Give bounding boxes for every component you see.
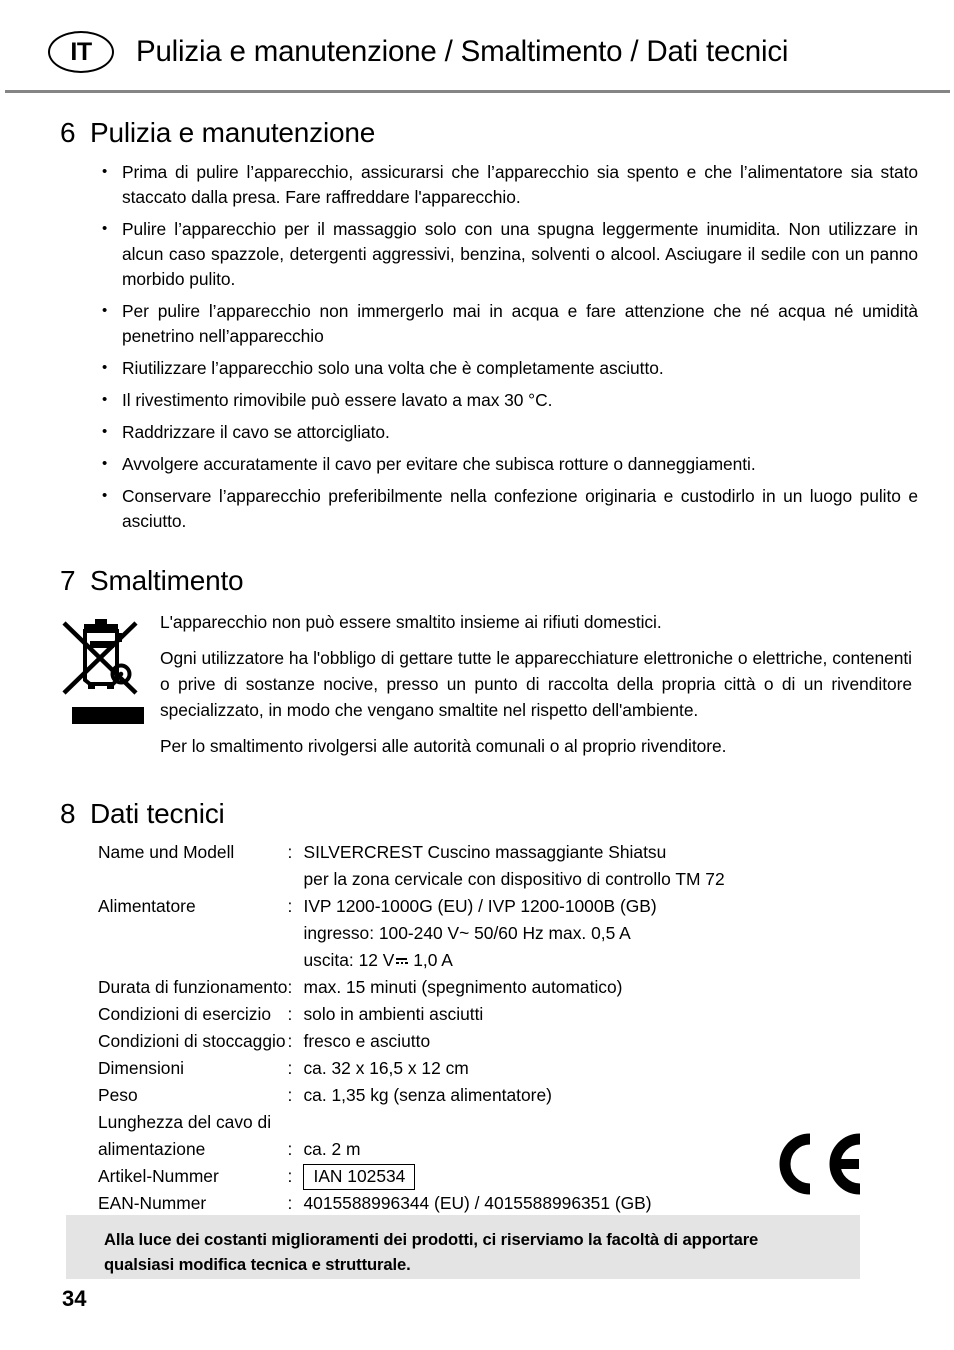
section-heading-technical — [60, 799, 954, 830]
page-header — [0, 22, 954, 82]
page-number: 34 — [62, 1286, 87, 1311]
crossed-out-wheelie-bin-icon — [60, 684, 146, 701]
table-row — [98, 866, 725, 893]
spec-label: alimentazione — [98, 1139, 206, 1160]
spec-colon: : — [287, 1193, 293, 1214]
list-item: • Raddrizzare il cavo se attorcigliato. — [96, 420, 918, 445]
spec-label — [98, 947, 287, 974]
section-title-8: Dati tecnici — [90, 797, 225, 829]
page-title: Pulizia e manutenzione / Smaltimento / Dati tecnici — [136, 35, 789, 68]
spec-value-suffix: 1,0 A — [408, 950, 453, 971]
table-row — [98, 920, 725, 947]
technical-data-table — [98, 839, 725, 1217]
spec-colon: : — [287, 1031, 293, 1052]
spec-colon — [287, 947, 303, 974]
table-row — [98, 974, 725, 1001]
spec-colon: : — [287, 1058, 293, 1079]
section-number-6: 6 — [60, 117, 76, 148]
spec-colon: : — [287, 1139, 293, 1160]
spec-label: Dimensioni — [98, 1058, 185, 1079]
section-number-8: 8 — [60, 797, 76, 829]
disposal-paragraph: L'apparecchio non può essere smaltito insieme ai rifiuti domestici. — [160, 611, 662, 632]
section-heading-cleaning — [60, 118, 954, 149]
section-heading-disposal — [60, 566, 954, 597]
ian-number-box: IAN 102534 — [303, 1164, 415, 1190]
spec-label: Lunghezza del cavo di — [98, 1112, 272, 1133]
header-divider — [5, 90, 950, 93]
spec-colon — [287, 1109, 303, 1136]
page-content — [0, 118, 954, 1217]
spec-colon — [287, 920, 303, 947]
spec-colon: : — [287, 896, 293, 917]
section-title-7: Smaltimento — [90, 564, 244, 596]
table-row — [98, 947, 725, 974]
disclaimer-line-1: Alla luce dei costanti miglioramenti dei prodotti, ci riserviamo la facoltà di apportare — [104, 1230, 759, 1249]
spec-value: fresco e asciutto — [303, 1031, 431, 1052]
spec-label — [98, 920, 287, 947]
list-item: • Prima di pulire l’apparecchio, assicurarsi che l’apparecchio sia spento e che l’alimentatore sia stato staccato dalla presa. Fare raffreddare l'apparecchio. — [96, 160, 918, 210]
spec-value: SILVERCREST Cuscino massaggiante Shiatsu — [303, 842, 667, 863]
disposal-paragraph: Per lo smaltimento rivolgersi alle autorità comunali o al proprio rivenditore. — [160, 735, 727, 756]
disclaimer-line-2: qualsiasi modifica tecnica e strutturale. — [104, 1255, 411, 1274]
spec-colon — [287, 866, 303, 893]
spec-label: Condizioni di esercizio — [98, 1004, 272, 1025]
weee-black-bar — [72, 707, 144, 724]
table-row — [98, 839, 725, 866]
spec-label: Artikel-Nummer — [98, 1166, 219, 1187]
spec-value — [303, 947, 724, 974]
table-row — [98, 1082, 725, 1109]
spec-label: Peso — [98, 1085, 138, 1106]
spec-label — [98, 866, 287, 893]
spec-label: Alimentatore — [98, 896, 196, 917]
spec-value: solo in ambienti asciutti — [303, 1004, 484, 1025]
spec-colon: : — [287, 977, 293, 998]
spec-value-text: uscita: 12 V — [303, 950, 395, 971]
disposal-text-column — [160, 609, 926, 769]
list-item: • Il rivestimento rimovibile può essere lavato a max 30 °C. — [96, 388, 918, 413]
table-row — [98, 1190, 725, 1217]
list-item: • Pulire l’apparecchio per il massaggio solo con una spugna leggermente inumidita. Non utilizzare in alcun caso spazzole, detergenti aggressivi, benzina, solventi o alcool. Asciugare il sedile con un panno morbido pulito. — [96, 217, 918, 292]
list-item: • Per pulire l’apparecchio non immergerlo mai in acqua e fare attenzione che né acqua né umidità penetrino nell’apparecchio — [96, 299, 918, 349]
spec-label: Durata di funzionamento — [98, 977, 288, 998]
disposal-paragraph: Ogni utilizzatore ha l'obbligo di gettare tutte le apparecchiature elettroniche o elettriche, contenenti o prive di sostanze nocive, presso un punto di raccolta della propria città o di un rivenditore specializzato, in modo che vengano smaltite nel rispetto dell'ambiente. — [160, 647, 912, 720]
spec-label: EAN-Nummer — [98, 1193, 207, 1214]
table-row — [98, 1109, 725, 1136]
spec-value: ca. 1,35 kg (senza alimentatore) — [303, 1085, 552, 1106]
section-title-6: Pulizia e manutenzione — [90, 117, 376, 148]
dc-voltage-icon — [395, 953, 408, 967]
spec-colon: : — [287, 1004, 293, 1025]
spec-value: ca. 32 x 16,5 x 12 cm — [303, 1058, 469, 1079]
table-row — [98, 1163, 725, 1190]
table-row — [98, 1001, 725, 1028]
spec-label: Condizioni di stoccaggio — [98, 1031, 286, 1052]
disposal-block — [60, 609, 926, 769]
spec-colon: : — [287, 1085, 293, 1106]
spec-value — [303, 1163, 724, 1190]
disclaimer-box — [66, 1215, 860, 1279]
spec-value: max. 15 minuti (spegnimento automatico) — [303, 977, 623, 998]
spec-value: per la zona cervicale con dispositivo di controllo TM 72 — [303, 869, 725, 890]
spec-value: 4015588996344 (EU) / 4015588996351 (GB) — [303, 1193, 652, 1214]
cleaning-bullet-list — [96, 160, 918, 534]
spec-label: Name und Modell — [98, 842, 235, 863]
spec-colon: : — [287, 1166, 293, 1187]
ce-marking-icon — [776, 1132, 866, 1196]
table-row — [98, 1055, 725, 1082]
table-row — [98, 893, 725, 920]
table-row — [98, 1028, 725, 1055]
spec-value: ca. 2 m — [303, 1139, 361, 1160]
spec-value: IVP 1200-1000G (EU) / IVP 1200-1000B (GB) — [303, 896, 657, 917]
spec-colon: : — [287, 842, 293, 863]
list-item: • Avvolgere accuratamente il cavo per evitare che subisca rotture o danneggiamenti. — [96, 452, 918, 477]
country-code-badge: IT — [48, 31, 114, 73]
list-item: • Riutilizzare l’apparecchio solo una volta che è completamente asciutto. — [96, 356, 918, 381]
table-row — [98, 1136, 725, 1163]
spec-value: ingresso: 100-240 V~ 50/60 Hz max. 0,5 A — [303, 923, 631, 944]
list-item: • Conservare l’apparecchio preferibilmente nella confezione originaria e custodirlo in un luogo pulito e asciutto. — [96, 484, 918, 534]
spec-value — [303, 1109, 724, 1136]
weee-icon-column — [60, 609, 160, 769]
section-number-7: 7 — [60, 564, 76, 596]
